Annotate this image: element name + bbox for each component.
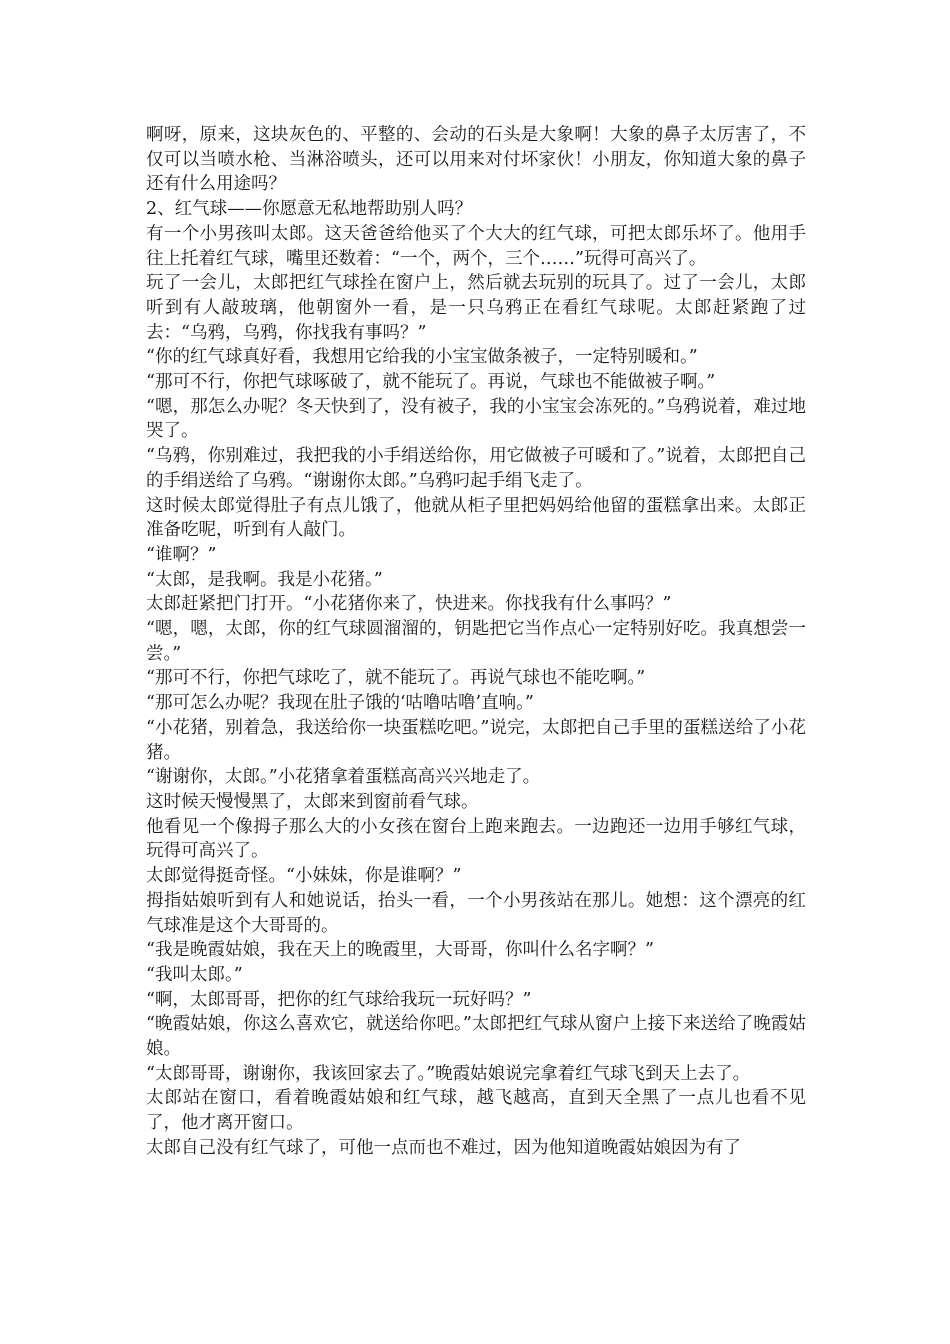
- paragraph: “太郎，是我啊。我是小花猪。”: [146, 569, 383, 590]
- paragraph: “我叫太郎。”: [146, 964, 243, 985]
- paragraph: “我是晚霞姑娘，我在天上的晚霞里，大哥哥，你叫什么名字啊？”: [146, 940, 654, 961]
- paragraph: “那可不行，你把气球吃了，就不能玩了。再说气球也不能吃啊。”: [146, 668, 646, 689]
- paragraph: “嗯，嗯，太郎，你的红气球圆溜溜的，钥匙把它当作点心一定特别好吃。我真想尝一尝。”: [146, 619, 806, 664]
- paragraph: 太郎赶紧把门打开。“小花猪你来了，快进来。你找我有什么事吗？”: [146, 594, 672, 615]
- paragraph: “啊，太郎哥哥，把你的红气球给我玩一玩好吗？”: [146, 989, 532, 1010]
- paragraph: 拇指姑娘听到有人和她说话，抬头一看，一个小男孩站在那儿。她想：这个漂亮的红气球准是这个大哥哥的。: [146, 890, 806, 936]
- paragraph: 玩了一会儿，太郎把红气球拴在窗户上，然后就去玩别的玩具了。过了一会儿，太郎听到有人敲玻璃，他朝窗外一看，是一只乌鸦正在看红气球呢。太郎赶紧跑了过去：“乌鸦，乌鸦，你找我有事吗？”: [146, 273, 806, 343]
- section-heading-red-balloon: 2、红气球——你愿意无私地帮助别人吗？: [146, 199, 473, 220]
- paragraph-continued: 太郎自己没有红气球了，可他一点而也不难过，因为他知道晚霞姑娘因为有了: [146, 1137, 741, 1158]
- paragraph: “乌鸦，你别难过，我把我的小手绢送给你，用它做被子可暖和了。”说着，太郎把自己的手绢送给了乌鸦。“谢谢你太郎。”乌鸦叼起手绢飞走了。: [146, 446, 806, 491]
- paragraph: “小花猪，别着急，我送给你一块蛋糕吃吧。”说完，太郎把自己手里的蛋糕送给了小花猪。: [146, 717, 806, 763]
- paragraph: “你的红气球真好看，我想用它给我的小宝宝做条被子，一定特别暖和。”: [146, 347, 698, 368]
- paragraph: “那可不行，你把气球啄破了，就不能玩了。再说，气球也不能做被子啊。”: [146, 372, 716, 393]
- paragraph: 太郎觉得挺奇怪。“小妹妹，你是谁啊？”: [146, 866, 462, 887]
- paragraph: “太郎哥哥，谢谢你，我该回家去了。”晚霞姑娘说完拿着红气球飞到天上去了。: [146, 1063, 751, 1084]
- paragraph: “谁啊？”: [146, 544, 217, 565]
- paragraph: 这时候太郎觉得肚子有点儿饿了，他就从柜子里把妈妈给他留的蛋糕拿出来。太郎正准备吃呢，听到有人敲门。: [146, 495, 806, 541]
- paragraph: 有一个小男孩叫太郎。这天爸爸给他买了个大大的红气球，可把太郎乐坏了。他用手往上托着红气球，嘴里还数着：“一个，两个，三个……”玩得可高兴了。: [146, 223, 806, 269]
- paragraph: “谢谢你，太郎。”小花猪拿着蛋糕高高兴兴地走了。: [146, 767, 541, 788]
- document-page: [146, 123, 806, 1161]
- paragraph-elephant-ending: 啊呀，原来，这块灰色的、平整的、会动的石头是大象啊！大象的鼻子太厉害了，不仅可以当喷水枪、当淋浴喷头，还可以用来对付坏家伙！小朋友，你知道大象的鼻子还有什么用途吗？: [146, 125, 806, 195]
- paragraph: “晚霞姑娘，你这么喜欢它，就送给你吧。”太郎把红气球从窗户上接下来送给了晚霞姑娘。: [146, 1014, 806, 1060]
- paragraph: “嗯，那怎么办呢？冬天快到了，没有被子，我的小宝宝会冻死的。”乌鸦说着，难过地哭了。: [146, 396, 806, 442]
- paragraph: 太郎站在窗口，看着晚霞姑娘和红气球，越飞越高，直到天全黑了一点儿也看不见了，他才离开窗口。: [146, 1088, 806, 1134]
- paragraph: 他看见一个像拇子那么大的小女孩在窗台上跑来跑去。一边跑还一边用手够红气球，玩得可高兴了。: [146, 816, 806, 862]
- paragraph: “那可怎么办呢？我现在肚子饿的‘咕噜咕噜’直响。”: [146, 693, 534, 714]
- paragraph: 这时候天慢慢黑了，太郎来到窗前看气球。: [146, 791, 479, 812]
